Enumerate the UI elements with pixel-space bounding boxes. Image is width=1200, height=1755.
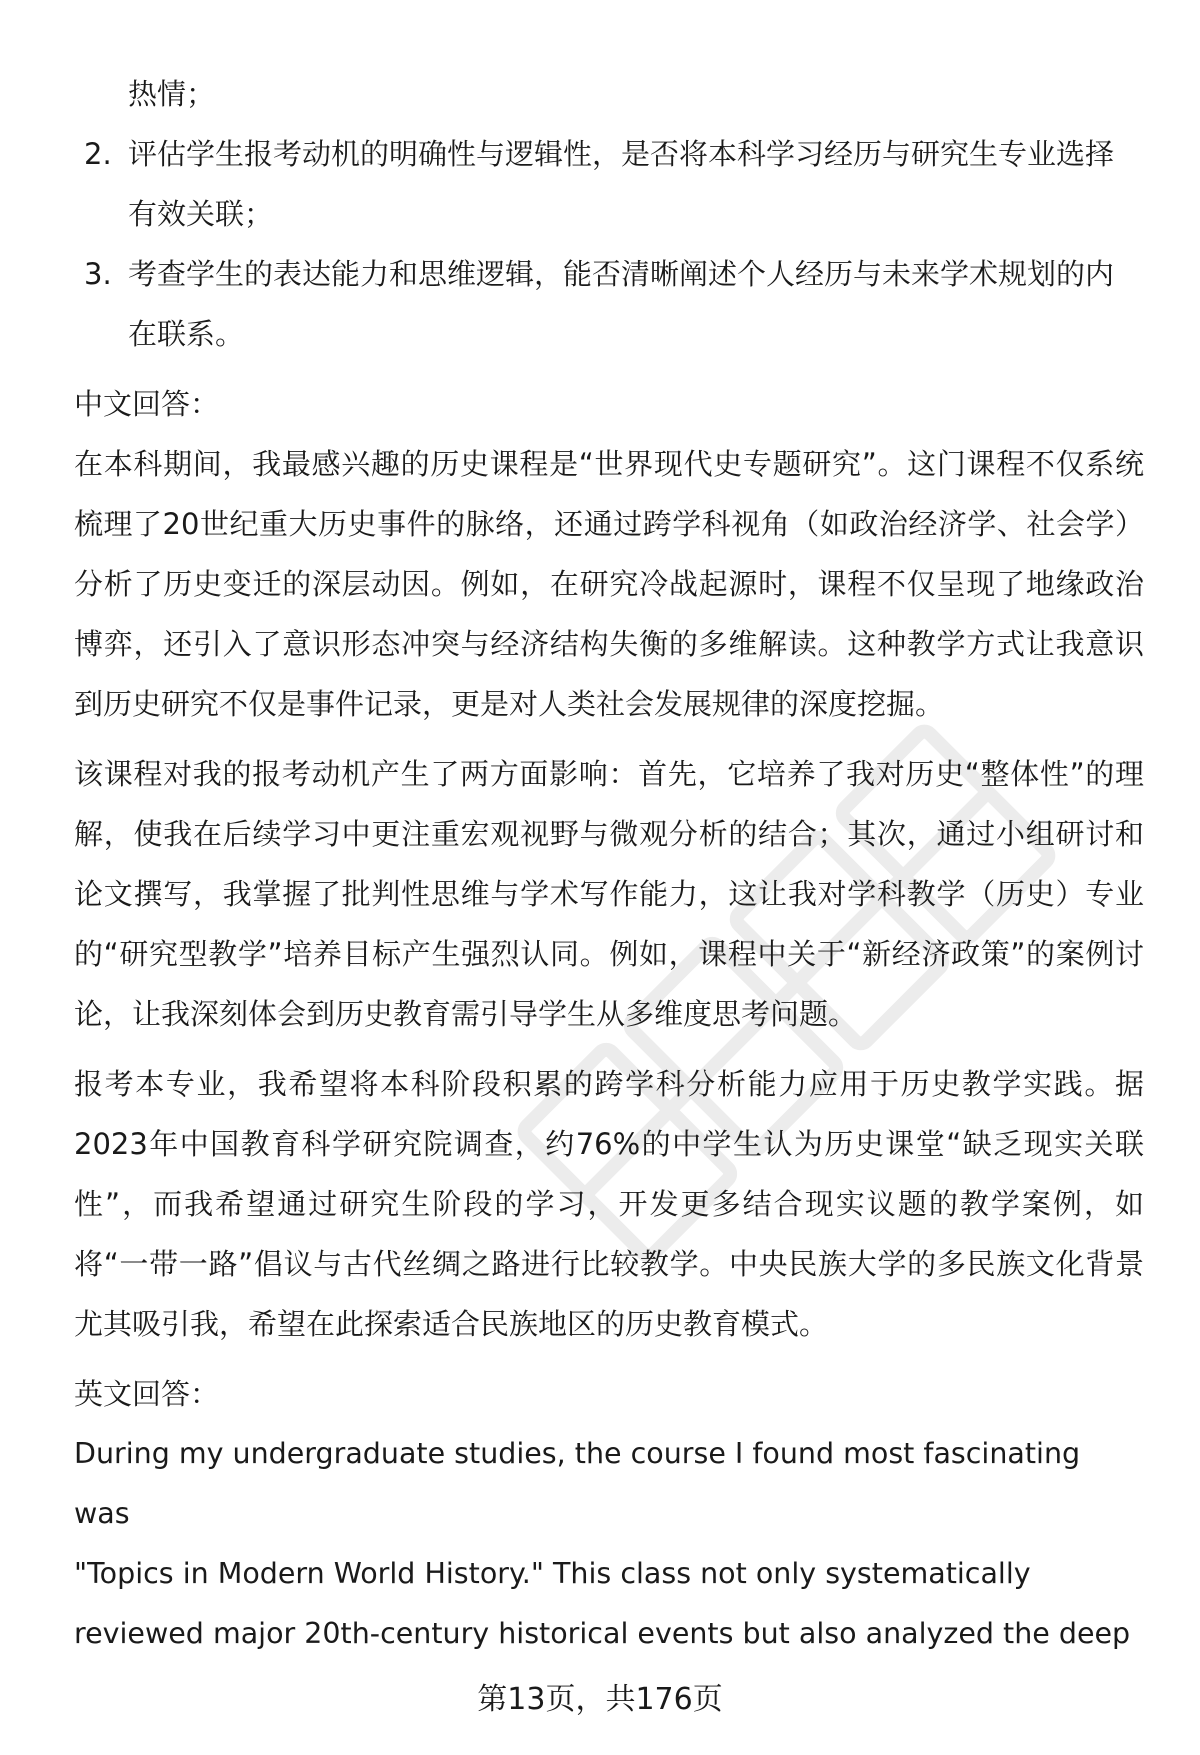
english-answer-heading: 英文回答： (74, 1377, 220, 1411)
criteria-item-3 (74, 244, 1144, 304)
chinese-answer-heading: 中文回答： (74, 387, 220, 421)
criteria-item-2 (74, 124, 1144, 184)
criteria-continuation: 有效关联； (128, 197, 274, 231)
criteria-continuation: 在联系。 (128, 317, 245, 351)
chinese-paragraph-2: 该课程对我的报考动机产生了两方面影响：首先，它培养了我对历史“整体性”的理解，使我在后续学习中更注重宏观视野与微观分析的结合；其次，通过小组研讨和论文撰写，我掌握了批判性思维与学术写作能力，这让我对学科教学（历史）专业的“研究型教学”培养目标产生强烈认同。例如，课程中关于“新经济政策”的案例讨论，让我深刻体会到历史教育需引导学生从多维度思考问题。 (74, 757, 1144, 1031)
chinese-paragraph-3: 报考本专业，我希望将本科阶段积累的跨学科分析能力应用于历史教学实践。据2023年中国教育科学研究院调查，约76%的中学生认为历史课堂“缺乏现实关联性”，而我希望通过研究生阶段的学习，开发更多结合现实议题的教学案例，如将“一带一路”倡议与古代丝绸之路进行比较教学。中央民族大学的多民族文化背景尤其吸引我，希望在此探索适合民族地区的历史教育模式。 (74, 1067, 1144, 1341)
english-line: During my undergraduate studies, the course I found most fascinating was (74, 1437, 1081, 1530)
english-line: "Topics in Modern World History." This class not only systematically (74, 1557, 1031, 1590)
criteria-text: 考查学生的表达能力和思维逻辑，能否清晰阐述个人经历与未来学术规划的内 (128, 257, 1115, 291)
criteria-text: 评估学生报考动机的明确性与逻辑性，是否将本科学习经历与研究生专业选择 (128, 137, 1115, 171)
chinese-paragraph-1: 在本科期间，我最感兴趣的历史课程是“世界现代史专题研究”。这门课程不仅系统梳理了20世纪重大历史事件的脉络，还通过跨学科视角（如政治经济学、社会学）分析了历史变迁的深层动因。例如，在研究冷战起源时，课程不仅呈现了地缘政治博弈，还引入了意识形态冲突与经济结构失衡的多维解读。这种教学方式让我意识到历史研究不仅是事件记录，更是对人类社会发展规律的深度挖掘。 (74, 447, 1144, 721)
criteria-continuation: 热情； (128, 77, 216, 111)
criteria-number: 2. (84, 137, 112, 171)
english-line: reviewed major 20th-century historical events but also analyzed the deep (74, 1617, 1131, 1650)
page-number: 第13页，共176页 (477, 1682, 723, 1717)
criteria-number: 3. (84, 257, 112, 291)
document-body (74, 64, 1144, 1664)
